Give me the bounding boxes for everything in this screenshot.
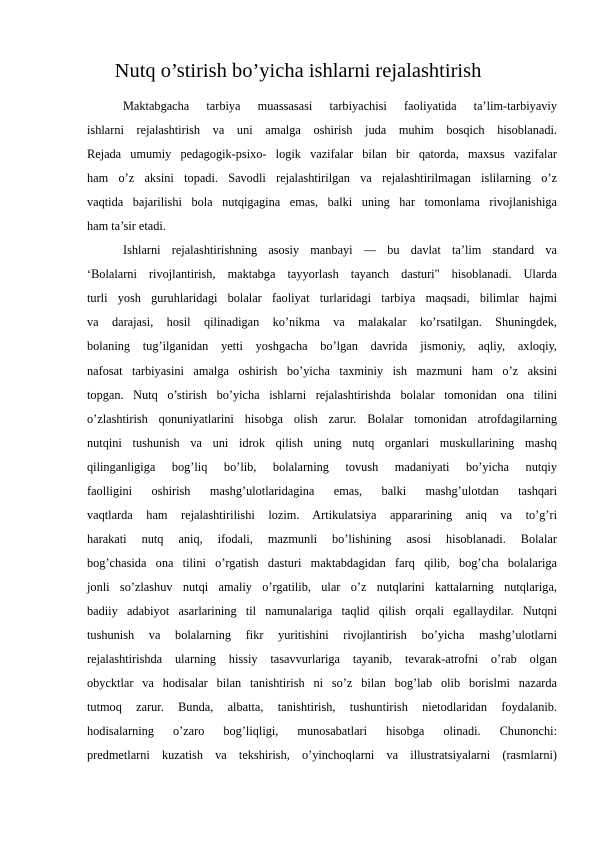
text-line: ishlarni rejalashtirish va uni amalga oshirish juda muhim bosqich hisoblanadi.	[87, 123, 557, 138]
document-body	[87, 94, 557, 767]
text-line: nutqini tushunish va uni idrok qilish uning nutq organlari muskullarining mashq	[87, 435, 557, 450]
text-line: ham ta’sir etadi.	[87, 219, 166, 234]
text-line: Maktabgacha tarbiya muassasasi tarbiyachisi faoliyatida ta’lim-tarbiyaviy	[123, 99, 557, 113]
text-line: bolaning tug’ilganidan yetti yoshgacha bo’lgan davrida jismoniy, aqliy, axloqiy,	[87, 339, 557, 354]
text-line: Rejada umumiy pedagogik-psixo- logik vazifalar bilan bir qatorda, maxsus vazifalar	[87, 147, 557, 162]
paragraph-1	[87, 94, 557, 238]
text-line: o’zlashtirish qonuniyatlarini hisobga olish zarur. Bolalar tomonidan atrofdagilarning	[87, 411, 557, 426]
text-line: tushunish va bolalarning fikr yuritishini rivojlantirish bo’yicha mashg’ulotlarni	[87, 628, 557, 643]
text-line: ham o’z aksini topadi. Savodli rejalashtirilgan va rejalashtirilmagan islilarning o’z	[87, 171, 557, 186]
text-line: topgan. Nutq o’stirish bo’yicha ishlarni rejalashtirishda bolalar tomonidan ona tilini	[87, 387, 557, 402]
text-line: bog’chasida ona tilini o’rgatish dasturi maktabdagidan farq qilib, bog’cha bolalariga	[87, 555, 557, 570]
text-line: vaqtlarda ham rejalashtirilishi lozim. Artikulatsiya appararining aniq va to’g’ri	[87, 507, 557, 522]
text-line: predmetlarni kuzatish va tekshirish, o’yinchoqlarni va illustratsiyalarni (rasmlarni)	[87, 748, 557, 763]
text-line: nafosat tarbiyasini amalga oshirish bo’yicha taxminiy ish mazmuni ham o’z aksini	[87, 363, 557, 378]
text-line: va darajasi, hosil qilinadigan ko’nikma va malakalar ko’rsatilgan. Shuningdek,	[87, 315, 557, 330]
text-line: Ishlarni rejalashtirishning asosiy manbayi — bu davlat ta’lim standard va	[123, 243, 557, 258]
text-line: turli yosh guruhlaridagi bolalar faoliyat turlaridagi tarbiya maqsadi, bilimlar hajmi	[87, 291, 557, 306]
text-line: obyсktlar va hodisalar bilan tanishtirish ni so’z bilan bog’lab olib borislmi nazarda	[87, 676, 557, 691]
text-line: tutmoq zarur. Bunda, albatta, tanishtirish, tushuntirish nietodlaridan foydalanib.	[87, 700, 557, 715]
text-line: qilinganligiga bog’liq bo’lib, bolalarning tovush madaniyati bo’yicha nutqiy	[87, 459, 557, 474]
text-line: vaqtida bajarilishi bola nutqigagina emas, balki uning har tomonlama rivojlanishiga	[87, 195, 557, 210]
text-line: badiiy adabiyot asarlarining til namunalariga taqlid qilish orqali egallaydilar. Nutqni	[87, 603, 557, 618]
document-title: Nutq o’stirish bo’yicha ishlarni rejalashtirish	[114, 60, 482, 82]
paragraph-2	[87, 238, 557, 767]
text-line: harakati nutq aniq, ifodali, mazmunli bo’lishining asosi hisoblanadi. Bolalar	[87, 531, 557, 546]
text-line: ‘Bolalarni rivojlantirish, maktabga tayyorlash tayanch dasturi" hisoblanadi. Ularda	[87, 267, 557, 282]
text-line: hodisalarning o’zaro bog’liqligi, munosabatlari hisobga olinadi. Chunonchi:	[87, 724, 557, 739]
text-line: rejalashtirishda ularning hissiy tasavvurlariga tayanib, tevarak-atrofni o’rab olgan	[87, 652, 557, 667]
text-line: jonli so’zlashuv nutqi amaliy o’rgatilib, ular o’z nutqlarini kattalarning nutqlariga,	[87, 579, 557, 594]
text-line: faolligini oshirish mashg’ulotlaridagina emas, balki mashg’ulotdan tashqari	[87, 483, 557, 498]
